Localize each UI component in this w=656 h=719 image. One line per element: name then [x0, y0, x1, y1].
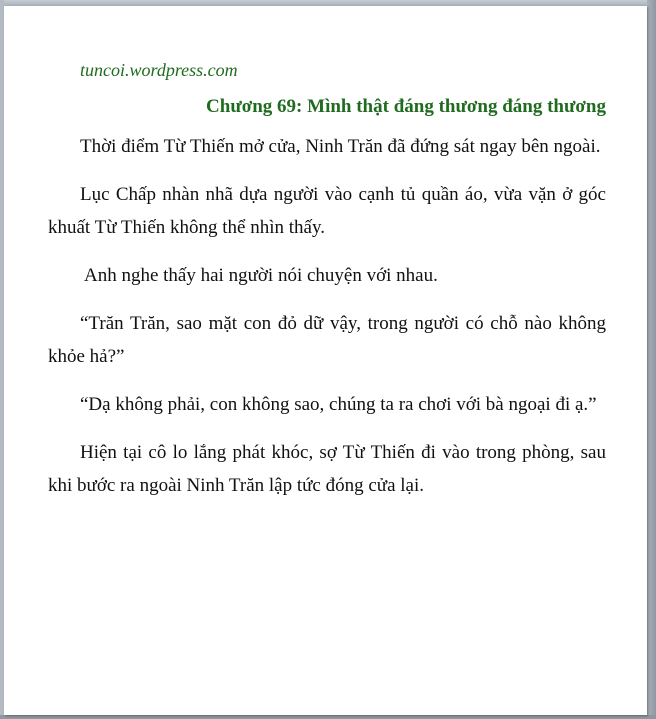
paragraph-5: “Dạ không phải, con không sao, chúng ta ra chơi với bà ngoại đi ạ.”	[80, 394, 597, 415]
paragraph-3: Anh nghe thấy hai người nói chuyện với nhau.	[84, 265, 438, 286]
paragraph-2: Lục Chấp nhàn nhã dựa người vào cạnh tủ quần áo, vừa vặn ở góc khuất Từ Thiến không thể nhìn thấy.	[48, 184, 606, 238]
document-page	[4, 6, 647, 715]
page-content	[48, 58, 606, 517]
window-frame-right	[647, 0, 656, 719]
chapter-title: Chương 69: Mình thật đáng thương đáng thương	[206, 96, 606, 117]
site-watermark: tuncoi.wordpress.com	[80, 60, 238, 80]
paragraph-1: Thời điểm Từ Thiến mở cửa, Ninh Trăn đã đứng sát ngay bên ngoài.	[80, 136, 601, 157]
paragraph-4: “Trăn Trăn, sao mặt con đỏ dữ vậy, trong người có chỗ nào không khỏe hả?”	[48, 313, 606, 367]
paragraph-6: Hiện tại cô lo lắng phát khóc, sợ Từ Thiến đi vào trong phòng, sau khi bước ra ngoài Ninh Trăn lập tức đóng cửa lại.	[48, 442, 606, 496]
window-frame-bottom	[0, 715, 656, 719]
